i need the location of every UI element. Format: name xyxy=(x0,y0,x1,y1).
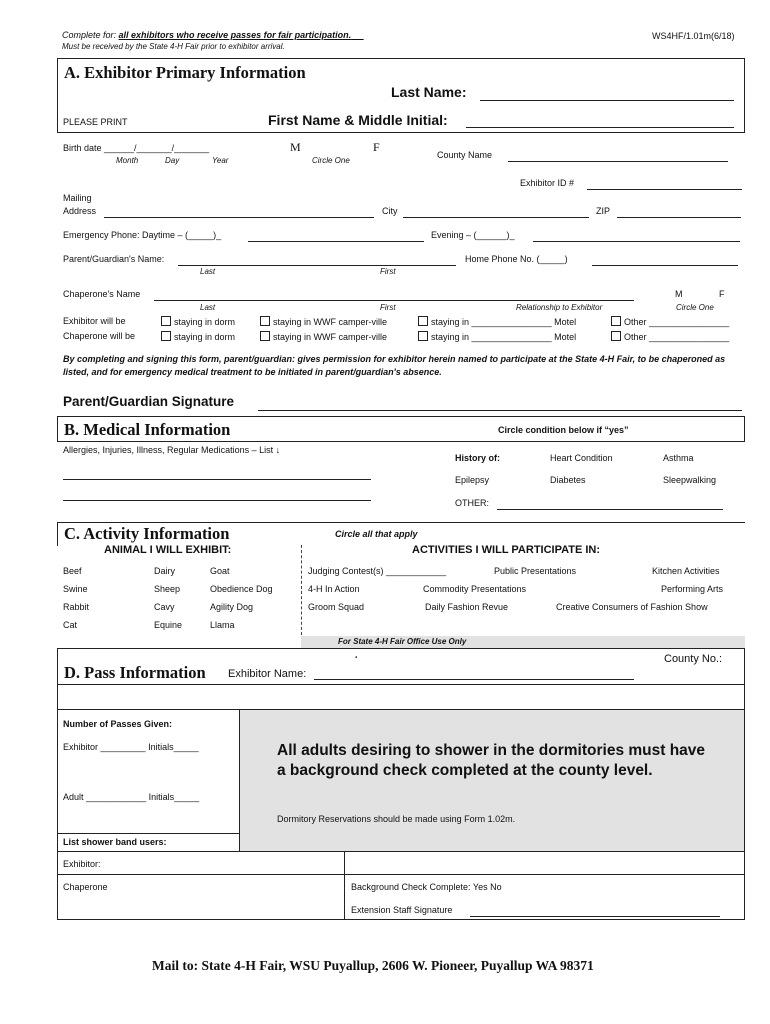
checkbox-icon[interactable] xyxy=(161,331,171,341)
allergies-line-2[interactable] xyxy=(63,500,371,501)
adult-passes-field[interactable]: Adult ____________ Initials_____ xyxy=(63,792,200,802)
city-label: City xyxy=(382,206,398,216)
section-d-dot: . xyxy=(355,650,358,661)
history-of-label: History of: xyxy=(455,453,500,463)
shower-notice: All adults desiring to shower in the dormitories must have a background check completed at the county level. xyxy=(277,742,706,779)
address-label: Address xyxy=(63,206,97,216)
checkbox-icon[interactable] xyxy=(260,316,270,326)
exhibitor-other-option[interactable] xyxy=(611,316,729,327)
chaperone-wwf-option[interactable] xyxy=(260,331,387,342)
signature-field[interactable] xyxy=(258,410,742,411)
daytime-phone-field[interactable] xyxy=(248,241,424,242)
other-condition-label: OTHER: xyxy=(455,498,490,508)
animal-equine[interactable]: Equine xyxy=(154,620,183,630)
day-label: Day xyxy=(165,156,180,165)
animal-cavy[interactable]: Cavy xyxy=(154,602,175,612)
chaperone-will-be-label: Chaperone will be xyxy=(63,331,136,341)
complete-for-note xyxy=(62,30,364,40)
activity-commodity[interactable]: Commodity Presentations xyxy=(423,584,527,594)
activity-performing-arts[interactable]: Performing Arts xyxy=(661,584,724,594)
evening-phone-label: Evening – (______)_ xyxy=(431,230,515,240)
checkbox-icon[interactable] xyxy=(418,331,428,341)
activity-creative-consumers[interactable]: Creative Consumers of Fashion Show xyxy=(556,602,708,612)
signature-label: Parent/Guardian Signature xyxy=(63,394,235,409)
dorm-notice: Dormitory Reservations should be made using Form 1.02m. xyxy=(277,814,516,824)
allergies-line-1[interactable] xyxy=(63,479,371,480)
condition-heart[interactable]: Heart Condition xyxy=(550,453,613,463)
last-name-field[interactable] xyxy=(480,100,734,101)
chaperone-m[interactable]: M xyxy=(675,289,683,299)
exhibitor-will-be-label: Exhibitor will be xyxy=(63,316,126,326)
animal-swine[interactable]: Swine xyxy=(63,584,88,594)
county-no-label: County No.: xyxy=(664,653,723,665)
shower-exhibitor-label[interactable]: Exhibitor: xyxy=(63,859,101,869)
animal-header: ANIMAL I WILL EXHIBIT: xyxy=(104,544,232,556)
section-c-title: C. Activity Information xyxy=(64,524,230,543)
animal-beef[interactable]: Beef xyxy=(63,566,82,576)
activity-fashion-revue[interactable]: Daily Fashion Revue xyxy=(425,602,509,612)
chaperone-first-label: First xyxy=(380,303,396,312)
home-phone-label: Home Phone No. (_____) xyxy=(465,254,568,264)
home-phone-field[interactable] xyxy=(592,265,738,266)
number-of-passes-label: Number of Passes Given: xyxy=(63,719,173,729)
exhibitor-id-label: Exhibitor ID # xyxy=(520,178,575,188)
down-arrow-icon: ↓ xyxy=(275,445,281,455)
chaperone-dorm-option[interactable] xyxy=(161,331,235,342)
exhibitor-dorm-option[interactable] xyxy=(161,316,235,327)
circle-condition-note: Circle condition below if “yes” xyxy=(498,425,629,435)
column-divider xyxy=(301,545,302,635)
complete-for-prefix: Complete for: xyxy=(62,30,119,40)
section-d-divider-1 xyxy=(57,684,745,685)
zip-field[interactable] xyxy=(617,217,741,218)
must-be-received-note: Must be received by the State 4-H Fair prior to exhibitor arrival. xyxy=(62,42,285,51)
chaperone-name-field[interactable] xyxy=(154,300,634,301)
activity-4h-in-action[interactable]: 4-H In Action xyxy=(308,584,360,594)
exhibitor-wwf-option[interactable] xyxy=(260,316,387,327)
allergies-label xyxy=(63,445,280,455)
parent-last-label: Last xyxy=(200,267,216,276)
chaperone-last-label: Last xyxy=(200,303,216,312)
extension-signature-label: Extension Staff Signature xyxy=(351,905,453,915)
checkbox-icon[interactable] xyxy=(260,331,270,341)
checkbox-icon[interactable] xyxy=(611,331,621,341)
animal-cat[interactable]: Cat xyxy=(63,620,78,630)
exhibitor-id-field[interactable] xyxy=(587,189,742,190)
shower-chaperone-label[interactable]: Chaperone xyxy=(63,882,108,892)
activity-groom-squad[interactable]: Groom Squad xyxy=(308,602,365,612)
first-name-label: First Name & Middle Initial: xyxy=(268,112,448,128)
exhibitor-passes-field[interactable]: Exhibitor _________ Initials_____ xyxy=(63,742,199,752)
animal-obedience-dog[interactable]: Obedience Dog xyxy=(210,584,273,594)
mailing-label: Mailing xyxy=(63,193,92,203)
exhibitor-other-text: Other ________________ xyxy=(624,317,730,327)
emergency-phone-label: Emergency Phone: Daytime – (_____)_ xyxy=(63,230,222,240)
parent-name-label: Parent/Guardian's Name: xyxy=(63,254,165,264)
evening-phone-field[interactable] xyxy=(533,241,740,242)
please-print: PLEASE PRINT xyxy=(63,117,128,127)
animal-goat[interactable]: Goat xyxy=(210,566,230,576)
sex-m[interactable]: M xyxy=(290,140,301,154)
mail-to: Mail to: State 4-H Fair, WSU Puyallup, 2606 W. Pioneer, Puyallup WA 98371 xyxy=(152,958,594,973)
exhibitor-name-label: Exhibitor Name: xyxy=(228,668,307,680)
extension-signature-field[interactable] xyxy=(470,916,720,917)
animal-agility-dog[interactable]: Agility Dog xyxy=(210,602,254,612)
animal-sheep[interactable]: Sheep xyxy=(154,584,181,594)
exhibitor-motel-option[interactable] xyxy=(418,316,576,327)
section-b-title: B. Medical Information xyxy=(64,420,231,439)
activities-header: ACTIVITIES I WILL PARTICIPATE IN: xyxy=(412,544,601,556)
chaperone-wwf-text: staying in WWF camper-ville xyxy=(273,332,388,342)
relationship-label: Relationship to Exhibitor xyxy=(516,303,603,312)
last-name-text: Last Name xyxy=(391,84,462,100)
allergies-text: Allergies, Injuries, Illness, Regular Medications – List xyxy=(63,445,274,455)
animal-rabbit[interactable]: Rabbit xyxy=(63,602,90,612)
first-name-field[interactable] xyxy=(466,127,734,128)
activity-judging[interactable]: Judging Contest(s) ____________ xyxy=(308,566,447,576)
birth-date-label[interactable]: Birth date ______/_______/_______ xyxy=(63,143,210,153)
other-condition-field[interactable] xyxy=(497,509,723,510)
chaperone-circle-one: Circle One xyxy=(676,303,714,312)
county-name-field[interactable] xyxy=(508,161,728,162)
condition-diabetes[interactable]: Diabetes xyxy=(550,475,586,485)
chaperone-other-option[interactable] xyxy=(611,331,729,342)
shower-band-divider xyxy=(57,833,240,834)
chaperone-f[interactable]: F xyxy=(719,289,725,299)
year-label: Year xyxy=(212,156,229,165)
chaperone-name-label: Chaperone's Name xyxy=(63,289,141,299)
office-use-label: For State 4-H Fair Office Use Only xyxy=(338,637,467,646)
animal-llama[interactable]: Llama xyxy=(210,620,235,630)
checkbox-icon[interactable] xyxy=(161,316,171,326)
city-field[interactable] xyxy=(403,217,589,218)
parent-name-field[interactable] xyxy=(178,265,456,266)
condition-sleepwalking[interactable]: Sleepwalking xyxy=(663,475,717,485)
section-d-vertical xyxy=(344,851,345,920)
complete-for-text: all exhibitors who receive passes for fair participation. xyxy=(118,30,352,40)
checkbox-icon[interactable] xyxy=(611,316,621,326)
consent-statement: By completing and signing this form, parent/guardian: gives permission for exhibitor herein named to participate at the State 4-H Fair, to be chaperoned as listed, and for emergency medical treatment to be initiated in parent/guardian's absence. xyxy=(63,354,726,377)
zip-label: ZIP xyxy=(596,206,611,216)
chaperone-motel-text: staying in ________________ Motel xyxy=(431,332,577,342)
section-d-title: D. Pass Information xyxy=(64,663,206,682)
last-name-label: Last Name: xyxy=(391,84,467,100)
animal-dairy[interactable]: Dairy xyxy=(154,566,176,576)
activity-public-presentations[interactable]: Public Presentations xyxy=(494,566,577,576)
county-name-label: County Name xyxy=(437,150,493,160)
exhibitor-wwf-text: staying in WWF camper-ville xyxy=(273,317,388,327)
parent-first-label: First xyxy=(380,267,396,276)
condition-epilepsy[interactable]: Epilepsy xyxy=(455,475,490,485)
background-check-label[interactable]: Background Check Complete: Yes No xyxy=(351,882,502,892)
shower-band-label: List shower band users: xyxy=(63,837,167,847)
activity-kitchen[interactable]: Kitchen Activities xyxy=(652,566,720,576)
section-d-divider-4 xyxy=(57,874,745,875)
month-label: Month xyxy=(116,156,139,165)
chaperone-motel-option[interactable] xyxy=(418,331,576,342)
section-a-title: A. Exhibitor Primary Information xyxy=(64,63,306,82)
exhibitor-dorm-text: staying in dorm xyxy=(174,317,236,327)
circle-all-note: Circle all that apply xyxy=(335,529,418,539)
sex-f[interactable]: F xyxy=(373,140,380,154)
checkbox-icon[interactable] xyxy=(418,316,428,326)
section-d-divider-3 xyxy=(57,851,745,852)
chaperone-other-text: Other ________________ xyxy=(624,332,730,342)
address-field[interactable] xyxy=(104,217,374,218)
form-code: WS4HF/1.01m(6/18) xyxy=(652,31,735,41)
chaperone-dorm-text: staying in dorm xyxy=(174,332,236,342)
circle-one-label: Circle One xyxy=(312,156,350,165)
exhibitor-name-field[interactable] xyxy=(314,679,634,680)
condition-asthma[interactable]: Asthma xyxy=(663,453,694,463)
exhibitor-motel-text: staying in ________________ Motel xyxy=(431,317,577,327)
